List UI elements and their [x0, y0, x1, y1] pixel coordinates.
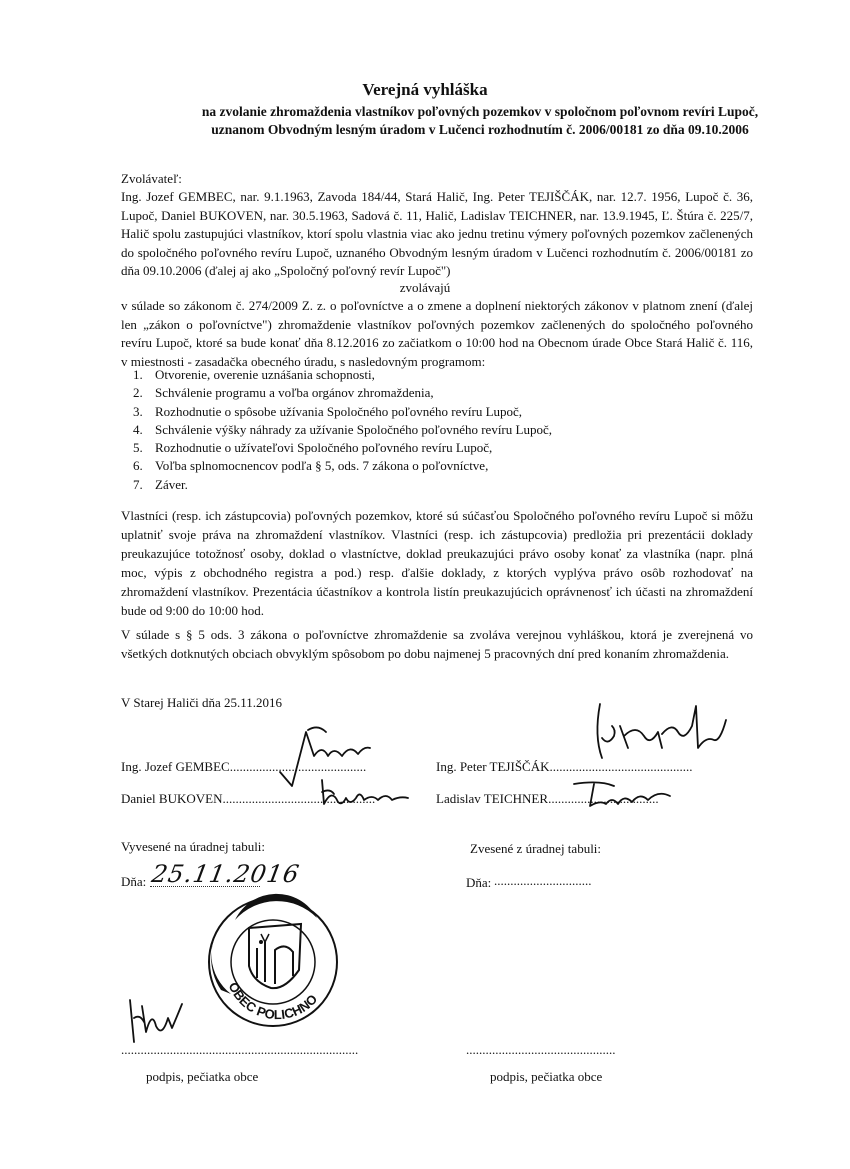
signer-name: Ing. Peter TEJIŠČÁK: [436, 759, 550, 774]
signature-bukoven: [316, 776, 426, 812]
removed-label: Zvesené z úradnej tabuli:: [470, 841, 602, 856]
owners-paragraph: Vlastníci (resp. ich zástupcovia) poľovných pozemkov, ktoré sú súčasťou Spoločného poľovného revíru Lupoč si môžu uplatniť svoje práva na zhromaždení vlastníkov. Vlastníci (resp. ich zástupcovia) predložia pri prezentácii doklady preukazujúce totožnosť osoby, doklad o vlastníctve, doklad preukazujúci právo osoby konať za vlastníka (napr. plná moc, výpis z obchodného registra a pod.) resp. ďalšie doklady, z ktorých vyplýva právo osôb rozhodovať na zhromaždení vlastníkov. Prezentácia účastníkov a kontrola listín preukazujúcich oprávnenosť ich účasti na zhromaždení bude od 9:00 do 10:00 hod.: [121, 508, 753, 618]
signature-dots: ..........................................: [229, 759, 367, 774]
posted-date-underline: [150, 886, 260, 887]
posted-date-label: Dňa:: [121, 874, 147, 889]
stamp-sign-dots-left: .........................................................................: [121, 1042, 359, 1057]
posted-date-handwritten: 25.11.2016: [149, 860, 302, 888]
list-item-number: 4.: [133, 421, 143, 437]
program-list: [133, 366, 552, 494]
list-item-text: Rozhodnutie o spôsobe užívania Spoločného poľovného revíru Lupoč,: [155, 403, 523, 419]
list-item-number: 2.: [133, 385, 143, 401]
document-subtitle-line2: uznanom Obvodným lesným úradom v Lučenci rozhodnutím č. 2006/00181 zo dňa 09.10.2006: [211, 122, 749, 137]
convene-word: zvolávajú: [399, 280, 451, 295]
list-item: [133, 457, 552, 475]
removed-date-dots: ..............................: [494, 873, 592, 888]
list-item-number: 5.: [133, 440, 143, 456]
stamp-sign-dots-right: ..............................................: [466, 1042, 616, 1057]
list-item-text: Rozhodnutie o užívateľovi Spoločného poľovného revíru Lupoč,: [155, 440, 493, 456]
list-item-text: Schválenie programu a voľba orgánov zhromaždenia,: [155, 385, 434, 401]
place-date: V Starej Haliči dňa 25.11.2016: [121, 695, 283, 710]
list-item: [133, 476, 552, 494]
signer-name: Daniel BUKOVEN: [121, 791, 223, 806]
list-item: [133, 439, 552, 457]
list-item-text: Otvorenie, overenie uznášania schopnosti,: [155, 367, 375, 382]
document-subtitle-line1: na zvolanie zhromaždenia vlastníkov poľovných pozemkov v spoločnom poľovnom revíri Lupoč,: [201, 104, 759, 119]
list-item-text: Voľba splnomocnencov podľa § 5, ods. 7 zákona o poľovníctve,: [155, 458, 489, 474]
signature-teichner: [570, 778, 690, 812]
posted-label: Vyvesené na úradnej tabuli:: [121, 839, 266, 854]
signature-dots: ............................................: [549, 759, 693, 774]
signer-name: Ladislav TEICHNER: [436, 791, 549, 806]
removed-date-label: Dňa:: [466, 875, 492, 890]
signature-dots: ..................................: [548, 791, 659, 806]
convener-label: Zvolávateľ:: [121, 171, 182, 186]
signer-name: Ing. Jozef GEMBEC: [121, 759, 230, 774]
document-title: Verejná vyhláška: [362, 80, 488, 99]
list-item: [133, 366, 552, 384]
stamp-text: OBEC POLICHNO: [225, 979, 321, 1023]
list-item-text: Záver.: [155, 476, 188, 492]
official-stamp: [205, 890, 345, 1040]
signature-dots: ...............................................: [222, 791, 376, 806]
list-item-number: 6.: [133, 458, 143, 474]
list-item-number: 3.: [133, 403, 143, 419]
list-item-text: Schválenie výšky náhrady za užívanie Spoločného poľovného revíru Lupoč,: [155, 421, 552, 437]
publication-paragraph: V súlade s § 5 ods. 3 zákona o poľovníctve zhromaždenie sa zvoláva verejnou vyhláškou, ktorá je zverejnená vo všetkých dotknutých obciach obvyklým spôsobom po dobu najmenej 5 pracovných dní pred konaním zhromaždenia.: [121, 627, 753, 661]
list-item-number: 7.: [133, 476, 143, 492]
convene-text: v súlade so zákonom č. 274/2009 Z. z. o poľovníctve a o zmene a doplnení niektorých zákonov v platnom znení (ďalej len „zákon o poľovníctve") zhromaždenie vlastníkov poľovných pozemkov začlenených do spoločného poľovného revíru Lupoč, ktoré sa bude konať dňa 8.12.2016 zo začiatkom o 10:00 hod na Obecnom úrade Obce Stará Halič č. 116, v miestnosti - zasadačka obecného úradu, s nasledovným programom:: [121, 298, 753, 369]
list-item-number: 1.: [133, 367, 143, 382]
convener-text: Ing. Jozef GEMBEC, nar. 9.1.1963, Zavoda 184/44, Stará Halič, Ing. Peter TEJIŠČÁK, nar. 12.7. 1956, Lupoč č. 36, Lupoč, Daniel BUKOVEN, nar. 30.5.1963, Sadová č. 11, Halič, Ladislav TEICHNER, nar. 13.9.1945, Ľ. Štúra č. 225/7, Halič spolu zastupujúci vlastníkov, ktorí spolu vlastnia viac ako jednu tretinu výmery poľovných pozemkov začlenených do spoločného poľovného revíru Lupoč, uznaného Obvodným lesným úradom v Lučenci rozhodnutím č. 2006/00181 zo dňa 09.10.2006 (ďalej aj ako „Spoločný poľovný revír Lupoč"): [121, 189, 753, 279]
list-item: [133, 421, 552, 439]
stamp-caption-left: podpis, pečiatka obce: [146, 1069, 259, 1084]
signature-tejiscak: [580, 696, 750, 776]
list-item: [133, 403, 552, 421]
stamp-caption-right: podpis, pečiatka obce: [490, 1069, 603, 1084]
list-item: [133, 384, 552, 402]
